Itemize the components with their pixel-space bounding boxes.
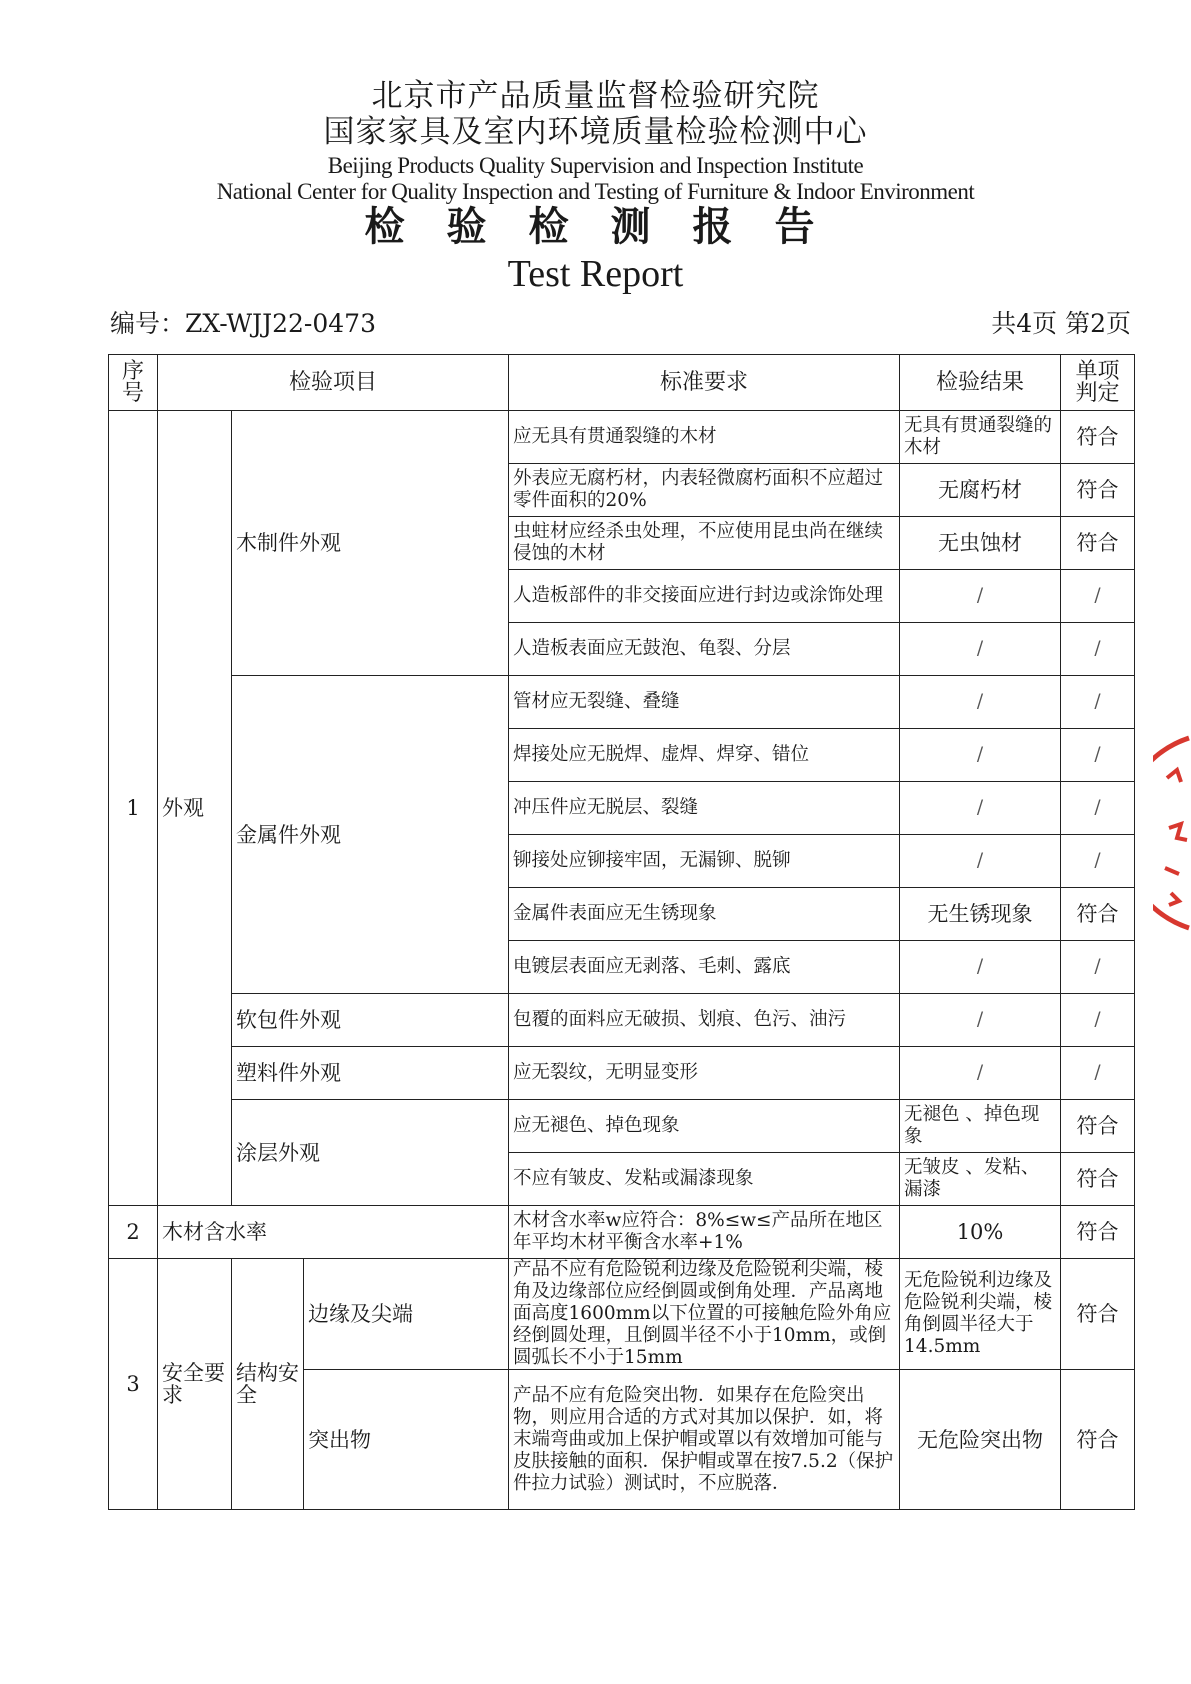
result-cell: / xyxy=(900,1047,1061,1100)
judge-cell: / xyxy=(1061,1047,1135,1100)
requirement-cell: 铆接处应铆接牢固，无漏铆、脱铆 xyxy=(509,835,900,888)
judge-cell: 符合 xyxy=(1061,1206,1135,1259)
result-cell: / xyxy=(900,782,1061,835)
subitem-soft: 软包件外观 xyxy=(232,994,509,1047)
institute-name-cn: 北京市产品质量监督检验研究院 xyxy=(371,78,820,114)
subitem-edges: 边缘及尖端 xyxy=(304,1259,509,1370)
requirement-cell: 产品不应有危险突出物．如果存在危险突出物，则应用合适的方式对其加以保护．如，将末端弯曲或加上保护帽或罩以有效增加可能与皮肤接触的面积．保护帽或罩在按7.5.2（保护件拉力试验）测试时，不应脱落． xyxy=(509,1370,900,1510)
inspection-table xyxy=(108,354,1135,1510)
subitem-structure: 结构安全 xyxy=(232,1259,304,1510)
result-cell: 无皱皮 、发粘、漏漆 xyxy=(900,1153,1061,1206)
table-header-row xyxy=(109,355,1135,411)
result-cell: 无褪色 、掉色现象 xyxy=(900,1100,1061,1153)
item-cell: 木材含水率 xyxy=(158,1206,509,1259)
judge-cell: 符合 xyxy=(1061,464,1135,517)
result-cell: / xyxy=(900,729,1061,782)
judge-cell: 符合 xyxy=(1061,1100,1135,1153)
judge-cell: / xyxy=(1061,676,1135,729)
subitem-protrusions: 突出物 xyxy=(304,1370,509,1510)
judge-cell: / xyxy=(1061,570,1135,623)
inspection-table-container xyxy=(108,354,1134,1514)
judge-cell: 符合 xyxy=(1061,517,1135,570)
requirement-cell: 金属件表面应无生锈现象 xyxy=(509,888,900,941)
table-row xyxy=(109,1100,1135,1153)
judge-cell: / xyxy=(1061,623,1135,676)
page-indicator: 共4页 第2页 xyxy=(991,309,1131,338)
requirement-cell: 应无褪色、掉色现象 xyxy=(509,1100,900,1153)
judge-cell: 符合 xyxy=(1061,411,1135,464)
seq-cell: 1 xyxy=(109,411,158,1206)
report-number: 编号：ZX-WJJ22-0473 xyxy=(110,309,376,338)
item-cell: 安全要求 xyxy=(158,1259,232,1510)
judge-cell: 符合 xyxy=(1061,1370,1135,1510)
result-cell: 无危险锐利边缘及危险锐利尖端，棱角倒圆半径大于14.5mm xyxy=(900,1259,1061,1370)
judge-cell: 符合 xyxy=(1061,1259,1135,1370)
requirement-cell: 人造板部件的非交接面应进行封边或涂饰处理 xyxy=(509,570,900,623)
institute-name-en: Beijing Products Quality Supervision and Inspection Institute xyxy=(327,153,864,178)
result-cell: / xyxy=(900,994,1061,1047)
subitem-coating: 涂层外观 xyxy=(232,1100,509,1206)
result-cell: 无虫蚀材 xyxy=(900,517,1061,570)
subitem-plastic: 塑料件外观 xyxy=(232,1047,509,1100)
result-cell: / xyxy=(900,941,1061,994)
red-seal-stamp xyxy=(1153,718,1191,948)
requirement-cell: 产品不应有危险锐利边缘及危险锐利尖端，棱角及边缘部位应经倒圆或倒角处理．产品离地面高度1600mm以下位置的可接触危险外角应经倒圆处理，且倒圆半径不小于10mm，或倒圆弧长不小于15mm xyxy=(509,1259,900,1370)
result-cell: 无危险突出物 xyxy=(900,1370,1061,1510)
item-cell: 外观 xyxy=(158,411,232,1206)
judge-cell: / xyxy=(1061,835,1135,888)
table-row xyxy=(109,1206,1135,1259)
table-row xyxy=(109,1259,1135,1370)
result-cell: 无腐朽材 xyxy=(900,464,1061,517)
center-name-en: National Center for Quality Inspection and Testing of Furniture & Indoor Environment xyxy=(216,179,975,204)
requirement-cell: 焊接处应无脱焊、虚焊、焊穿、错位 xyxy=(509,729,900,782)
result-cell: / xyxy=(900,835,1061,888)
requirement-cell: 电镀层表面应无剥落、毛刺、露底 xyxy=(509,941,900,994)
result-cell: 无生锈现象 xyxy=(900,888,1061,941)
seq-cell: 3 xyxy=(109,1259,158,1510)
report-title-cn: 检验检测报告 xyxy=(364,203,857,250)
header-item: 检验项目 xyxy=(158,355,509,411)
judge-cell: / xyxy=(1061,782,1135,835)
requirement-cell: 外表应无腐朽材，内表轻微腐朽面积不应超过零件面积的20% xyxy=(509,464,900,517)
requirement-cell: 虫蛀材应经杀虫处理，不应使用昆虫尚在继续侵蚀的木材 xyxy=(509,517,900,570)
result-cell: / xyxy=(900,570,1061,623)
requirement-cell: 不应有皱皮、发粘或漏漆现象 xyxy=(509,1153,900,1206)
requirement-cell: 应无裂纹，无明显变形 xyxy=(509,1047,900,1100)
seq-cell: 2 xyxy=(109,1206,158,1259)
judge-cell: 符合 xyxy=(1061,888,1135,941)
requirement-cell: 管材应无裂缝、叠缝 xyxy=(509,676,900,729)
table-row xyxy=(109,676,1135,729)
header-seq: 序号 xyxy=(109,355,158,411)
result-cell: / xyxy=(900,623,1061,676)
requirement-cell: 人造板表面应无鼓泡、龟裂、分层 xyxy=(509,623,900,676)
report-title-en: Test Report xyxy=(507,253,684,295)
subitem-wood: 木制件外观 xyxy=(232,411,509,676)
requirement-cell: 木材含水率w应符合：8%≤w≤产品所在地区年平均木材平衡含水率+1% xyxy=(509,1206,900,1259)
header-requirement: 标准要求 xyxy=(509,355,900,411)
requirement-cell: 应无具有贯通裂缝的木材 xyxy=(509,411,900,464)
judge-cell: 符合 xyxy=(1061,1153,1135,1206)
table-row xyxy=(109,1047,1135,1100)
judge-cell: / xyxy=(1061,729,1135,782)
result-cell: 无具有贯通裂缝的木材 xyxy=(900,411,1061,464)
requirement-cell: 包覆的面料应无破损、划痕、色污、油污 xyxy=(509,994,900,1047)
result-cell: 10% xyxy=(900,1206,1061,1259)
header-result: 检验结果 xyxy=(900,355,1061,411)
judge-cell: / xyxy=(1061,994,1135,1047)
center-name-cn: 国家家具及室内环境质量检验检测中心 xyxy=(323,114,868,150)
table-row xyxy=(109,411,1135,464)
judge-cell: / xyxy=(1061,941,1135,994)
subitem-metal: 金属件外观 xyxy=(232,676,509,994)
requirement-cell: 冲压件应无脱层、裂缝 xyxy=(509,782,900,835)
table-row xyxy=(109,994,1135,1047)
result-cell: / xyxy=(900,676,1061,729)
header-judgement: 单项判定 xyxy=(1061,355,1135,411)
